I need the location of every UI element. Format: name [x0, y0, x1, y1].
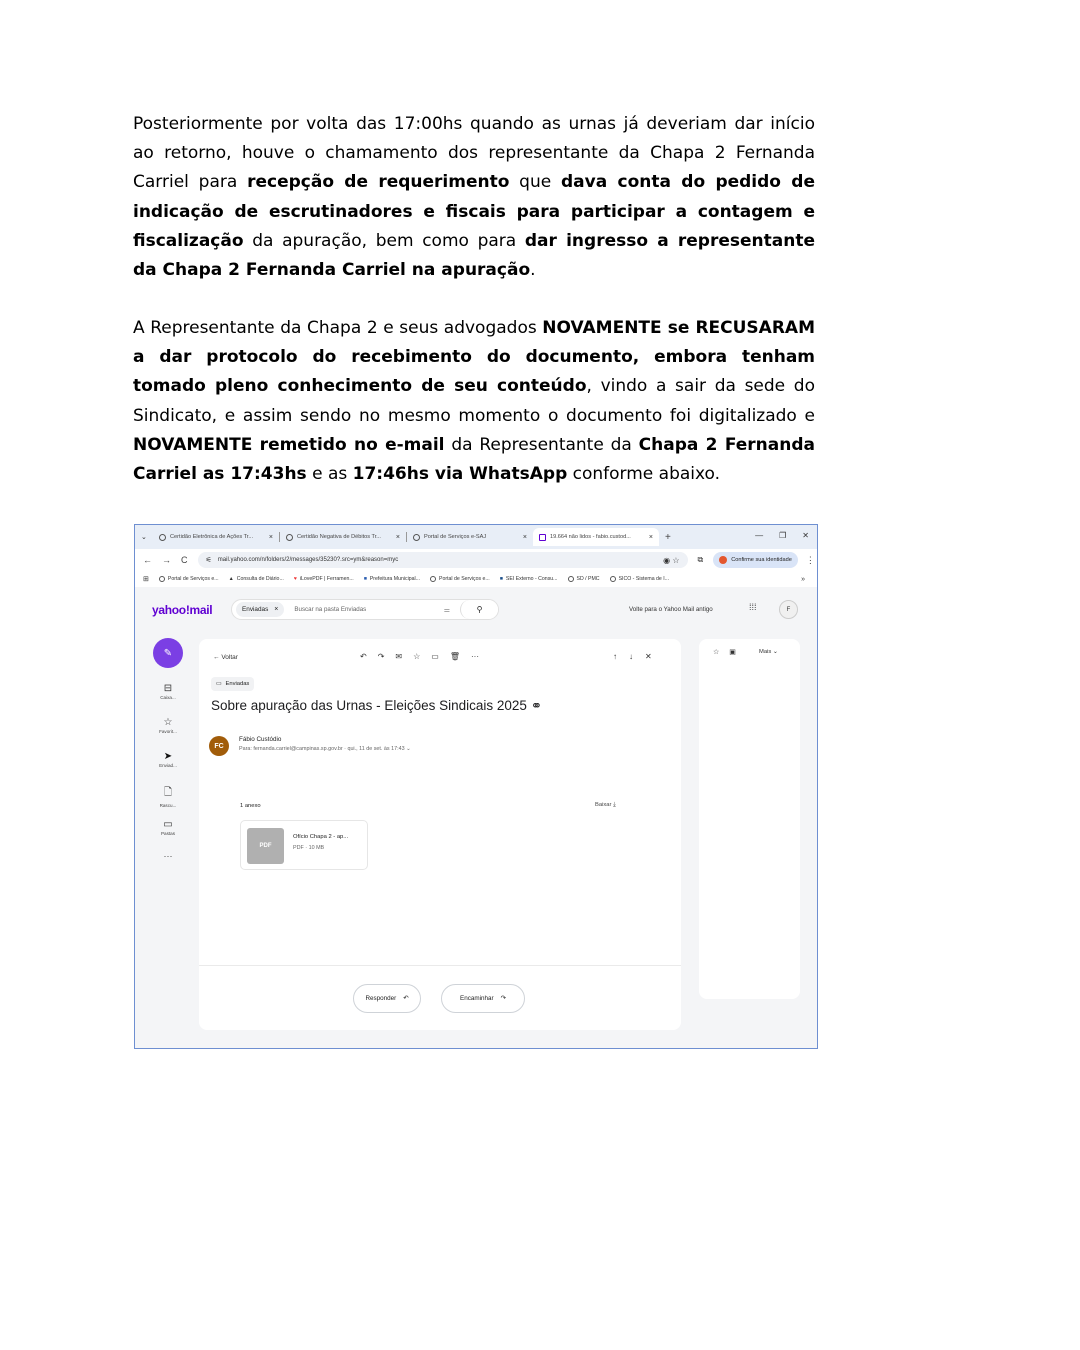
- bookmark-2[interactable]: ▲ Consulta de Diário...: [228, 576, 284, 582]
- browser-tab-4[interactable]: 19.664 não lidos - fabio.custod... ×: [533, 528, 659, 546]
- globe-icon: [610, 576, 616, 582]
- restore-icon[interactable]: ❐: [779, 531, 787, 540]
- browser-tab-2[interactable]: Certidão Negativa de Débitos Tr... ×: [280, 528, 406, 546]
- bookmark-3[interactable]: ♥ iLovePDF | Ferramen...: [293, 576, 354, 582]
- close-icon[interactable]: ✕: [645, 652, 652, 661]
- inbox-icon: ⊟: [163, 683, 173, 694]
- text-run: conforme abaixo.: [567, 464, 721, 485]
- paperclip-icon: ⚭: [530, 698, 543, 713]
- move-folder-icon[interactable]: ▭: [431, 652, 439, 661]
- bookmark-5[interactable]: Portal de Serviços e...: [430, 576, 490, 582]
- recipient-line[interactable]: Para: fernanda.carriel@campinas.sp.gov.br · qui., 11 de set. às 17:43 ⌄: [239, 746, 411, 752]
- star-icon: ☆: [163, 717, 173, 728]
- contacts-icon[interactable]: ▣: [729, 649, 736, 656]
- close-icon[interactable]: ×: [522, 533, 527, 541]
- minimize-icon[interactable]: —: [755, 531, 764, 540]
- trash-icon[interactable]: 🗑: [449, 652, 460, 661]
- nav-drafts[interactable]: 🗋 Rascu...: [148, 785, 188, 808]
- nav-favorites[interactable]: ☆ Favorit...: [148, 717, 188, 734]
- forward-button[interactable]: Encaminhar ↷: [441, 984, 525, 1013]
- globe-icon: [413, 534, 420, 541]
- text-run: e as: [306, 464, 353, 485]
- chevron-down-icon: ⌄: [406, 746, 411, 752]
- menu-icon[interactable]: ⋮: [805, 554, 815, 565]
- search-bar[interactable]: [231, 599, 499, 620]
- message-panel: [199, 639, 681, 1030]
- yahoo-mail-app: [135, 587, 817, 1049]
- bookmark-1[interactable]: Portal de Serviços e...: [159, 576, 219, 582]
- extensions-icon[interactable]: ⧉: [697, 555, 704, 564]
- search-input[interactable]: Buscar na pasta Enviadas: [294, 606, 367, 613]
- more-nav-icon[interactable]: ···: [163, 851, 173, 861]
- folder-label[interactable]: ▭ Enviadas: [211, 677, 254, 691]
- globe-icon: [159, 576, 165, 582]
- profile-icon: [719, 556, 727, 564]
- paragraph-1: [133, 110, 815, 285]
- reply-icon[interactable]: ↶: [360, 652, 367, 661]
- close-window-icon[interactable]: ✕: [802, 531, 809, 540]
- browser-tab-3[interactable]: Portal de Serviços e-SAJ ×: [407, 528, 533, 546]
- close-icon[interactable]: ×: [268, 533, 273, 541]
- bookmark-4[interactable]: ■ Prefeitura Municipal...: [363, 576, 420, 582]
- text-run: recepção de requerimento: [247, 172, 510, 193]
- compose-button[interactable]: [153, 638, 183, 668]
- building-icon: ■: [363, 576, 367, 582]
- new-tab-icon[interactable]: +: [665, 531, 671, 543]
- nav-inbox[interactable]: ⊟ Caixa...: [148, 683, 188, 700]
- apps-grid-icon[interactable]: ⁞⁞⁞: [749, 602, 757, 612]
- search-button[interactable]: [460, 600, 498, 619]
- star-icon[interactable]: ☆: [713, 649, 720, 656]
- search-icon: ⚲: [476, 605, 483, 614]
- url-field[interactable]: ⚟ mail.yahoo.com/n/folders/2/messages/35230?.src=ym&reason=myc ◉ ☆: [198, 552, 688, 568]
- email-subject: Sobre apuração das Urnas - Eleições Sindicais 2025 ⚭: [211, 698, 543, 713]
- mail-header: [135, 587, 817, 633]
- more-icon[interactable]: ···: [471, 652, 479, 661]
- draft-icon: 🗋: [163, 787, 173, 798]
- close-icon[interactable]: ×: [395, 533, 400, 541]
- apps-icon[interactable]: ⊞: [143, 576, 149, 583]
- text-run: NOVAMENTE remetido no e-mail: [133, 434, 445, 455]
- nav-sent[interactable]: ➤ Enviad...: [148, 751, 188, 768]
- sender-avatar: FC: [209, 736, 229, 756]
- tab-search-icon[interactable]: ⌄: [141, 534, 147, 541]
- text-run: A Representante da Chapa 2 e seus advogados: [133, 318, 543, 338]
- sei-icon: ■: [499, 576, 503, 582]
- bookmarks-bar: [135, 571, 817, 587]
- forward-icon: ↷: [500, 995, 506, 1002]
- attachment-size: PDF · 10 MB: [293, 845, 325, 851]
- reply-icon: ↶: [403, 995, 409, 1002]
- window-controls: [755, 531, 809, 540]
- bookmark-8[interactable]: SICO - Sistema de I...: [610, 576, 669, 582]
- site-info-icon[interactable]: ⚟: [205, 557, 212, 564]
- attachment-count: 1 anexo: [240, 803, 261, 809]
- folder-icon: ▭: [216, 681, 222, 687]
- reply-button[interactable]: Responder ↶: [353, 984, 421, 1013]
- text-run: 17:46hs via WhatsApp: [352, 464, 568, 485]
- forward-icon[interactable]: ↷: [377, 652, 385, 661]
- arrow-down-icon[interactable]: ↓: [629, 652, 633, 661]
- globe-icon: [159, 534, 166, 541]
- browser-tab-1[interactable]: Certidão Eletrônica de Ações Tr... ×: [153, 528, 279, 546]
- bookmark-7[interactable]: SD / PMC: [568, 576, 600, 582]
- attachment-name: Ofício Chapa 2 - ap...: [293, 834, 349, 840]
- browser-tab-bar: [135, 525, 817, 549]
- back-arrow-icon[interactable]: ←: [143, 555, 152, 565]
- globe-icon: [568, 576, 574, 582]
- reload-icon[interactable]: C: [181, 555, 188, 565]
- folder-icon: ▭: [163, 819, 173, 830]
- yahoo-mail-logo[interactable]: yahoo!mail: [152, 603, 213, 617]
- more-dropdown[interactable]: Mais ⌄: [759, 649, 778, 655]
- heart-icon: ♥: [293, 576, 297, 582]
- chevron-down-icon: ⌄: [772, 649, 778, 655]
- message-toolbar: [360, 652, 479, 661]
- text-run: Chapa 2 Fernanda Carriel as 17:43hs: [133, 434, 815, 485]
- text-run: .: [530, 260, 536, 281]
- star-icon[interactable]: ☆: [413, 652, 421, 661]
- email-screenshot: [134, 524, 818, 1049]
- bookmark-6[interactable]: ■ SEI Externo - Consu...: [499, 576, 558, 582]
- text-run: da apuração, bem como para: [243, 230, 525, 251]
- text-run: Posteriormente por volta das 17:00hs quando as urnas já deveriam dar início ao retorno, houve o chamamento dos representante da Chapa 2 Fernanda Carriel para: [133, 114, 815, 193]
- globe-icon: [430, 576, 436, 582]
- filter-icon[interactable]: ⚌: [443, 606, 450, 614]
- download-button[interactable]: Baixar ⤓: [595, 802, 616, 808]
- close-icon[interactable]: ×: [648, 533, 653, 541]
- nav-folders[interactable]: ▭ Pastas: [148, 819, 188, 836]
- classic-mail-link[interactable]: Volte para o Yahoo Mail antigo: [629, 606, 713, 613]
- sender-name[interactable]: Fábio Custódio: [239, 736, 282, 743]
- text-run: dar ingresso a representante da Chapa 2 Fernanda Carriel na apuração: [133, 230, 815, 281]
- send-icon: ➤: [163, 751, 173, 762]
- text-run: , vindo a sair da sede do Sindicato, e assim sendo no mesmo momento o documento foi digitalizado e: [133, 376, 815, 426]
- back-button[interactable]: ← Voltar: [213, 654, 238, 661]
- attachment-card[interactable]: [240, 820, 368, 870]
- identity-button[interactable]: Confirme sua identidade: [713, 552, 798, 568]
- arrow-left-icon: ←: [213, 654, 220, 661]
- text-run: NOVAMENTE se RECUSARAM a dar protocolo do recebimento do documento, embora tenham tomado pleno conhecimento de seu conteúdo: [133, 318, 815, 397]
- mail-icon: [539, 534, 546, 541]
- address-bar-row: [135, 549, 817, 571]
- message-nav: [613, 652, 652, 661]
- globe-icon: [286, 534, 293, 541]
- close-icon[interactable]: ×: [274, 606, 279, 613]
- right-panel-icons: [713, 648, 736, 656]
- text-run: da Representante da: [444, 434, 639, 455]
- right-panel: [699, 639, 800, 999]
- pencil-icon: ✎: [163, 647, 173, 659]
- more-bookmarks-icon[interactable]: »: [801, 575, 805, 583]
- divider: [199, 965, 681, 966]
- triangle-icon: ▲: [228, 576, 234, 582]
- bookmark-star-icon[interactable]: ◉ ☆: [663, 555, 680, 565]
- text-run: que: [509, 172, 562, 193]
- arrow-up-icon[interactable]: ↑: [613, 652, 617, 661]
- mark-unread-icon[interactable]: ✉: [395, 652, 403, 661]
- text-run: dava conta do pedido de indicação de escrutinadores e fiscais para participar a contagem e fiscalização: [133, 172, 815, 251]
- download-icon: ⤓: [613, 802, 616, 808]
- forward-arrow-icon[interactable]: →: [162, 555, 171, 565]
- avatar[interactable]: F: [779, 600, 798, 619]
- pdf-icon: PDF: [247, 828, 284, 864]
- paragraph-2: [133, 314, 815, 489]
- folder-filter-chip[interactable]: Enviadas ×: [236, 602, 284, 617]
